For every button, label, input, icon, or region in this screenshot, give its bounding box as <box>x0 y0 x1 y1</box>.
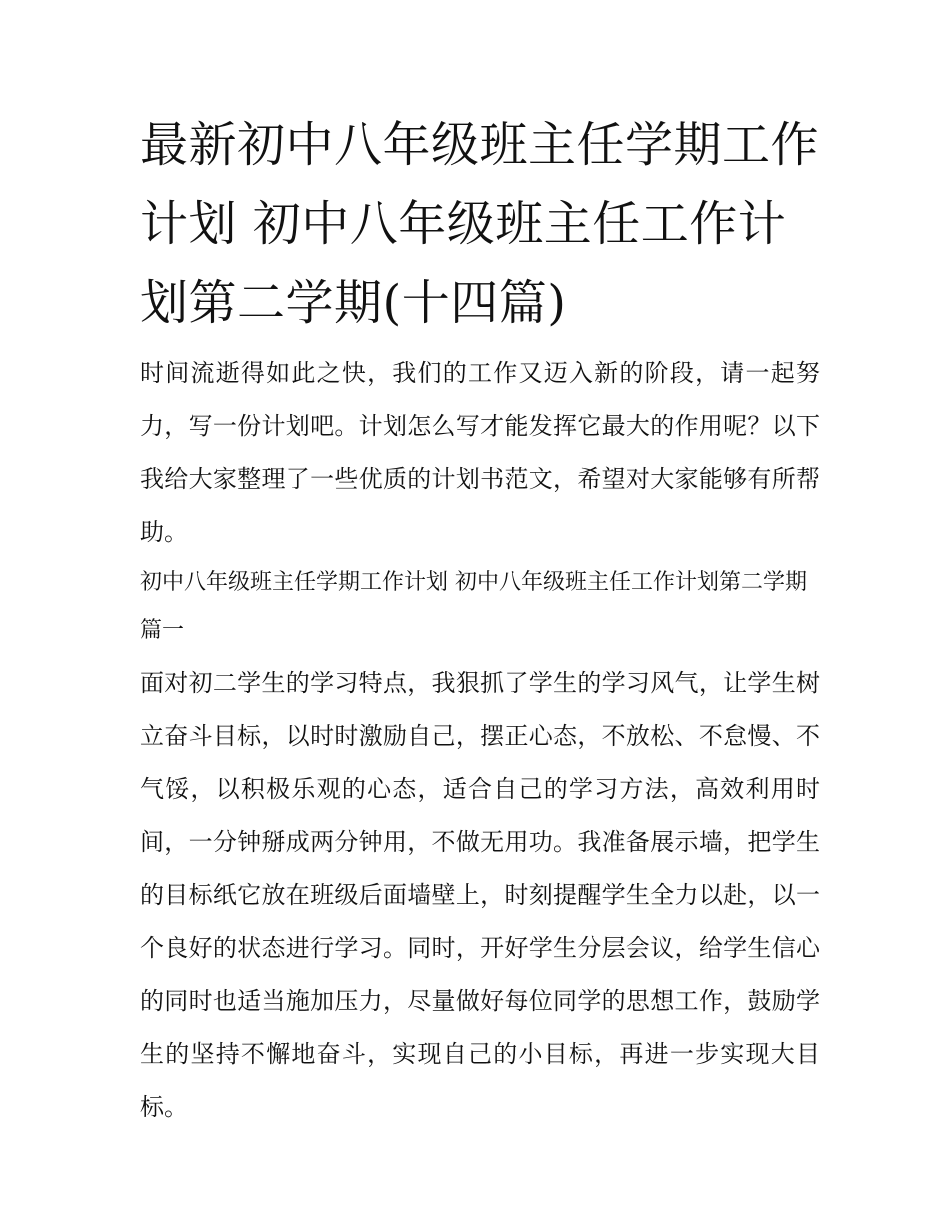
section-heading: 初中八年级班主任学期工作计划 初中八年级班主任工作计划第二学期篇一 <box>140 570 807 643</box>
intro-paragraph: 时间流逝得如此之快，我们的工作又迈入新的阶段，请一起努力，写一份计划吧。计划怎么写才能发挥它最大的作用呢？以下我给大家整理了一些优质的计划书范文，希望对大家能够有所帮助。 <box>140 359 820 546</box>
document-page <box>140 106 820 1134</box>
body-paragraph: 面对初二学生的学习特点，我狠抓了学生的学习风气，让学生树立奋斗目标，以时时激励自己，摆正心态，不放松、不怠慢、不气馁，以积极乐观的心态，适合自己的学习方法，高效利用时间，一分钟掰成两分钟用，不做无用功。我准备展示墙，把学生的目标纸它放在班级后面墙壁上，时刻提醒学生全力以赴，以一个良好的状态进行学习。同时，开好学生分层会议，给学生信心的同时也适当施加压力，尽量做好每位同学的思想工作，鼓励学生的坚持不懈地奋斗，实现自己的小目标，再进一步实现大目标。 <box>140 669 820 1121</box>
document-title: 最新初中八年级班主任学期工作计划 初中八年级班主任工作计划第二学期(十四篇) <box>140 117 820 331</box>
